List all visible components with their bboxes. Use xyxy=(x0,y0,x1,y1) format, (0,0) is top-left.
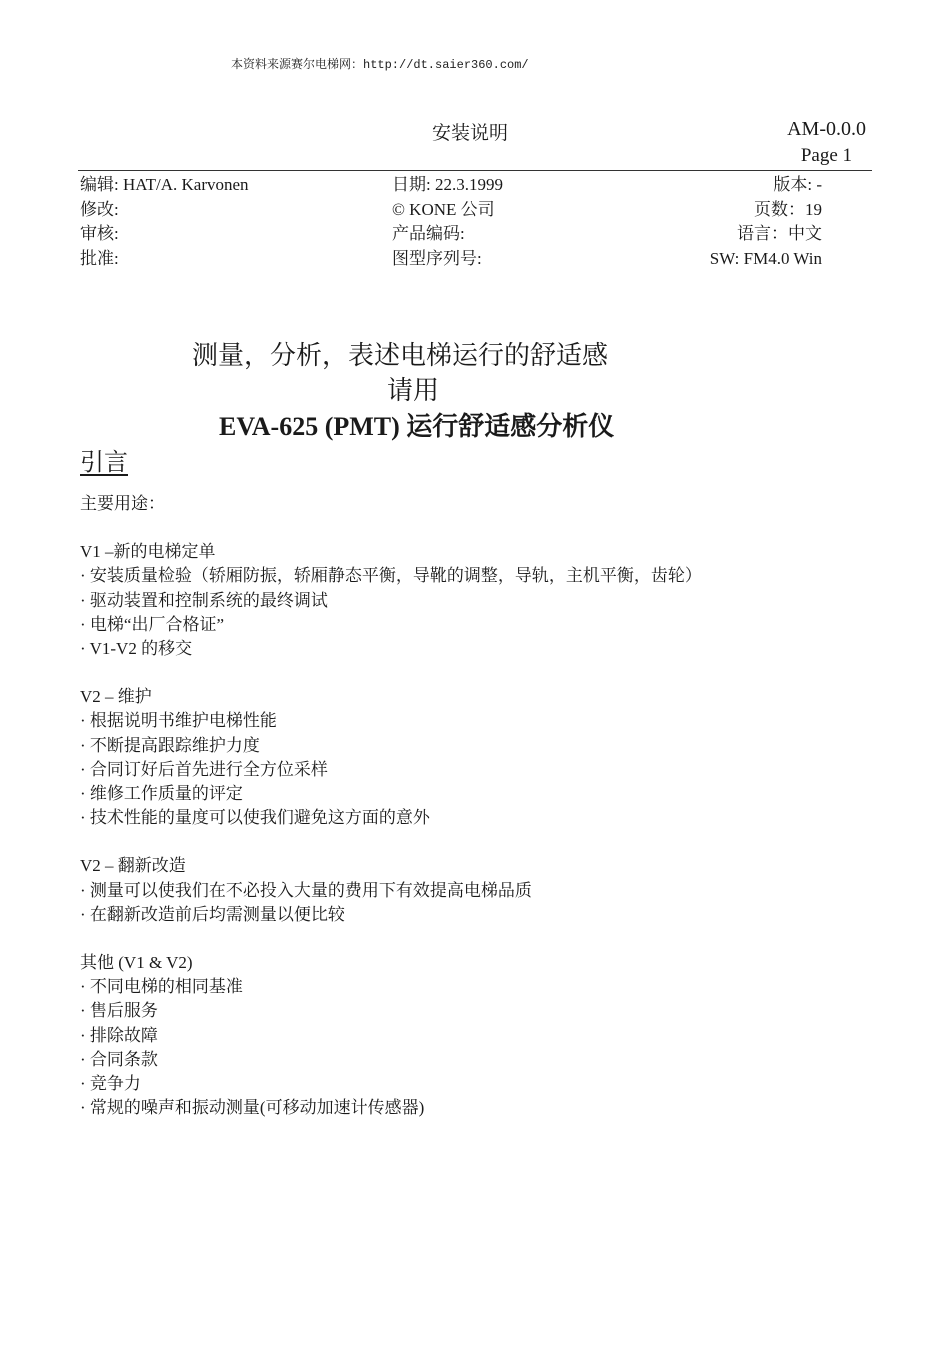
list-item: · 技术性能的量度可以使我们避免这方面的意外 xyxy=(80,808,430,828)
document-title: 安装说明 xyxy=(432,123,509,144)
list-item: · 售后服务 xyxy=(80,1001,158,1021)
main-heading-line-2: 请用 xyxy=(387,376,440,405)
group-title: 其他 (V1 & V2) xyxy=(80,953,193,973)
bullet-list xyxy=(80,975,702,1120)
meta-approval: 批准: xyxy=(80,248,119,268)
header-divider xyxy=(78,170,872,171)
list-item: · 常规的噪声和振动测量(可移动加速计传感器) xyxy=(80,1098,425,1118)
meta-copyright: © KONE 公司 xyxy=(392,199,495,219)
page-number: Page 1 xyxy=(800,145,852,166)
list-item: · 维修工作质量的评定 xyxy=(80,784,243,804)
section-title-introduction: 引言 xyxy=(80,450,128,476)
group-title: V1 –新的电梯定单 xyxy=(80,542,216,562)
meta-version: 版本: - xyxy=(773,175,822,194)
meta-right-column xyxy=(710,173,822,271)
meta-product-code: 产品编码: xyxy=(392,224,465,243)
main-heading-line-3: EVA-625 (PMT) 运行舒适感分析仪 xyxy=(219,412,615,441)
meta-revision: 修改: xyxy=(80,199,119,219)
list-item: · 不断提高跟踪维护力度 xyxy=(80,735,260,755)
list-item: · 排除故障 xyxy=(80,1025,158,1045)
meta-review: 审核: xyxy=(80,224,119,243)
list-item: · 在翻新改造前后均需测量以便比较 xyxy=(80,904,345,924)
list-item: · 安装质量检验（轿厢防振，轿厢静态平衡，导靴的调整，导轨，主机平衡，齿轮） xyxy=(80,566,702,586)
bullet-list xyxy=(80,879,702,927)
list-item: · V1-V2 的移交 xyxy=(80,639,193,659)
list-item: · 合同条款 xyxy=(80,1049,158,1069)
list-item: · 合同订好后首先进行全方位采样 xyxy=(80,759,328,779)
source-line: 本资料来源赛尔电梯网：http://dt.saier360.com/ xyxy=(231,58,529,72)
bullet-list xyxy=(80,709,702,830)
list-item: · 竞争力 xyxy=(80,1074,141,1094)
bullet-list xyxy=(80,564,702,661)
group-title: V2 – 翻新改造 xyxy=(80,856,186,876)
list-item: · 不同电梯的相同基准 xyxy=(80,977,243,997)
intro-label: 主要用途： xyxy=(80,494,165,513)
meta-middle-column xyxy=(392,173,503,271)
meta-language: 语言：中文 xyxy=(737,224,822,243)
list-item: · 电梯“出厂合格证” xyxy=(80,614,225,634)
meta-left-column xyxy=(80,173,249,271)
list-item: · 驱动装置和控制系统的最终调试 xyxy=(80,590,328,610)
meta-drawing-serial: 图型序列号: xyxy=(392,248,482,268)
meta-software: SW: FM4.0 Win xyxy=(709,248,822,268)
intro-content xyxy=(80,492,702,1120)
meta-editor: 编辑: HAT/A. Karvonen xyxy=(80,175,249,194)
list-item: · 根据说明书维护电梯性能 xyxy=(80,711,277,731)
meta-date: 日期: 22.3.1999 xyxy=(392,175,503,194)
group-title: V2 – 维护 xyxy=(80,687,152,707)
main-heading-line-1: 测量，分析，表述电梯运行的舒适感 xyxy=(192,341,609,370)
meta-page-count: 页数：19 xyxy=(754,199,822,219)
list-item: · 测量可以使我们在不必投入大量的费用下有效提高电梯品质 xyxy=(80,880,532,900)
document-code: AM-0.0.0 xyxy=(787,118,866,140)
